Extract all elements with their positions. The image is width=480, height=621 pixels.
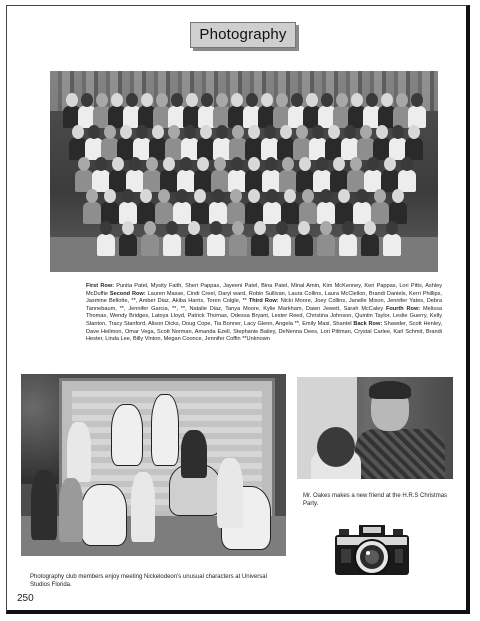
student-head (112, 157, 124, 171)
student-head (232, 125, 244, 139)
student-head (381, 93, 393, 107)
page-number: 250 (17, 593, 34, 604)
student-head (104, 125, 116, 139)
student-head (201, 93, 213, 107)
person (181, 430, 207, 478)
student-body (97, 234, 115, 256)
student-head (144, 221, 156, 235)
student-head (282, 157, 294, 171)
student-head (136, 125, 148, 139)
student-head (265, 157, 277, 171)
student-head (156, 93, 168, 107)
student-head (408, 125, 420, 139)
student-head (364, 221, 376, 235)
student-body (83, 202, 101, 224)
student-head (276, 221, 288, 235)
student-body (119, 234, 137, 256)
student-head (246, 93, 258, 107)
man-hair (369, 381, 411, 399)
student-body (317, 234, 335, 256)
student-head (146, 157, 158, 171)
student-head (366, 93, 378, 107)
student-head (336, 93, 348, 107)
student-head (216, 93, 228, 107)
student-head (129, 157, 141, 171)
nickelodeon-photo (21, 374, 286, 556)
student-head (111, 93, 123, 107)
student-head (386, 221, 398, 235)
student-head (320, 221, 332, 235)
student-body (273, 234, 291, 256)
student-head (299, 157, 311, 171)
student-head (232, 221, 244, 235)
student-head (163, 157, 175, 171)
student-head (176, 189, 188, 203)
student-head (126, 93, 138, 107)
student-head (66, 93, 78, 107)
child-head (317, 427, 355, 467)
student-head (264, 125, 276, 139)
student-body (185, 234, 203, 256)
student-head (231, 93, 243, 107)
student-head (384, 157, 396, 171)
person (217, 458, 243, 528)
student-head (306, 93, 318, 107)
student-head (122, 189, 134, 203)
student-body (361, 234, 379, 256)
camera-icon (333, 521, 411, 583)
student-head (350, 157, 362, 171)
first-row-label: First Row: (86, 283, 117, 289)
student-head (280, 125, 292, 139)
student-head (254, 221, 266, 235)
student-body (173, 202, 191, 224)
student-head (411, 93, 423, 107)
student-head (320, 189, 332, 203)
christmas-party-photo (297, 377, 453, 479)
student-head (248, 125, 260, 139)
student-head (342, 221, 354, 235)
person (131, 472, 155, 542)
student-head (186, 93, 198, 107)
cartoon-character (111, 404, 143, 466)
student-head (166, 221, 178, 235)
student-body (339, 234, 357, 256)
student-head (184, 125, 196, 139)
student-head (328, 125, 340, 139)
student-head (81, 93, 93, 107)
back-row-label: Back Row: (353, 320, 384, 327)
student-head (212, 189, 224, 203)
tree (21, 374, 61, 484)
student-head (216, 125, 228, 139)
cartoon-character (151, 394, 179, 466)
nickelodeon-caption: Photography club members enjoy meeting Nickelodeon's unusual characters at Universal Studios Florida. (30, 574, 267, 588)
man-shirt (355, 429, 445, 479)
student-head (158, 189, 170, 203)
group-photo (50, 71, 438, 272)
student-head (230, 189, 242, 203)
student-head (214, 157, 226, 171)
fourth-row-label: Fourth Row: (385, 305, 424, 312)
student-head (374, 189, 386, 203)
student-head (333, 157, 345, 171)
student-head (276, 93, 288, 107)
student-head (78, 157, 90, 171)
student-head (200, 125, 212, 139)
student-head (140, 189, 152, 203)
student-head (360, 125, 372, 139)
student-head (321, 93, 333, 107)
student-head (298, 221, 310, 235)
unknown-note: **Unknown (242, 336, 270, 343)
student-body (251, 234, 269, 256)
student-head (194, 189, 206, 203)
student-head (266, 189, 278, 203)
student-head (188, 221, 200, 235)
student-head (338, 189, 350, 203)
student-body (383, 234, 401, 256)
student-head (95, 157, 107, 171)
page-title: Photography (190, 22, 296, 48)
student-head (248, 157, 260, 171)
party-caption: Mr. Oakes makes a new friend at the H.R.S Christmas Party. (303, 493, 448, 507)
student-head (261, 93, 273, 107)
student-head (351, 93, 363, 107)
cartoon-character (81, 484, 127, 546)
student-head (86, 189, 98, 203)
back-row-names: Shawder, Scott Henley, Dave Heilmon, Omar Vega, Scott Norman, Amanda Ezell, Stephanie Bailey, DeNenna Dees, Lori Pittman, Crystal Carlee, Karl Schmit, Brandi Hester, Linda Lee, Billy Vinton, Megan Coonce, Jennifer Coffin (86, 320, 443, 343)
student-body (398, 170, 416, 192)
student-head (104, 189, 116, 203)
group-photo-caption (86, 283, 442, 344)
student-body (263, 202, 281, 224)
person (31, 470, 57, 540)
student-head (122, 221, 134, 235)
student-head (120, 125, 132, 139)
student-head (291, 93, 303, 107)
student-body (229, 234, 247, 256)
student-head (284, 189, 296, 203)
student-head (367, 157, 379, 171)
student-head (171, 93, 183, 107)
student-head (392, 189, 404, 203)
third-row-label: Third Row: (248, 298, 281, 305)
student-head (72, 125, 84, 139)
student-body (207, 234, 225, 256)
student-head (210, 221, 222, 235)
student-head (392, 125, 404, 139)
student-head (231, 157, 243, 171)
second-row-label: Second Row: (109, 290, 148, 297)
student-head (141, 93, 153, 107)
second-row-names: Lauren Masse, Cindi Creel, Daryl ward, Robin Sullivan, Laura Collins, Laura McClellon, Brandi Daniels, Kerri Phillips, Jasmine Bellotte, **, Amber Diaz, Akiba Harris, Toren Colgle, ** (86, 290, 442, 305)
student-head (197, 157, 209, 171)
student-head (296, 125, 308, 139)
person (59, 478, 83, 542)
student-head (180, 157, 192, 171)
student-head (96, 93, 108, 107)
student-head (356, 189, 368, 203)
crowd (60, 91, 428, 261)
student-head (168, 125, 180, 139)
student-head (344, 125, 356, 139)
student-body (163, 234, 181, 256)
person (67, 422, 91, 482)
student-head (376, 125, 388, 139)
first-row-names: Punita Patel, Mysity Faith, Sheri Pappas, Jayeeni Patel, Bina Patel, Minal Amin, Kim McKenney, Keri Pappas, Lori Pitts, Ashley McDuffie (86, 283, 442, 297)
student-head (396, 93, 408, 107)
student-head (312, 125, 324, 139)
student-head (302, 189, 314, 203)
student-body (141, 234, 159, 256)
third-row-names: Nicki Moore, Joey Collins, Janelle Mixon, Jennifer Yates, Debra Tannebaum, **, Jennifer Garcia, **, **, Natalie Diaz, Tanya Moore, Kylie Markham, Dawn Jewett, Sarah McCaley (86, 298, 443, 312)
student-head (401, 157, 413, 171)
student-head (88, 125, 100, 139)
student-head (248, 189, 260, 203)
fourth-row-names: Melissa Thomas, Wendy Bridges, Latoya Lloyd, Patrick Thomas, Odessa Bryant, Lester Reed, Christina Johnson, Quintin Taylor, Leslie Guerry, Kelly Stanton, Tracy Stanford, Alison Dicks, Doug Cope, Tia Bonner, Lacy Glenn, Angela **, Emily Masi, Shantel (86, 305, 442, 327)
student-head (152, 125, 164, 139)
student-head (100, 221, 112, 235)
student-body (371, 202, 389, 224)
student-head (316, 157, 328, 171)
student-body (295, 234, 313, 256)
